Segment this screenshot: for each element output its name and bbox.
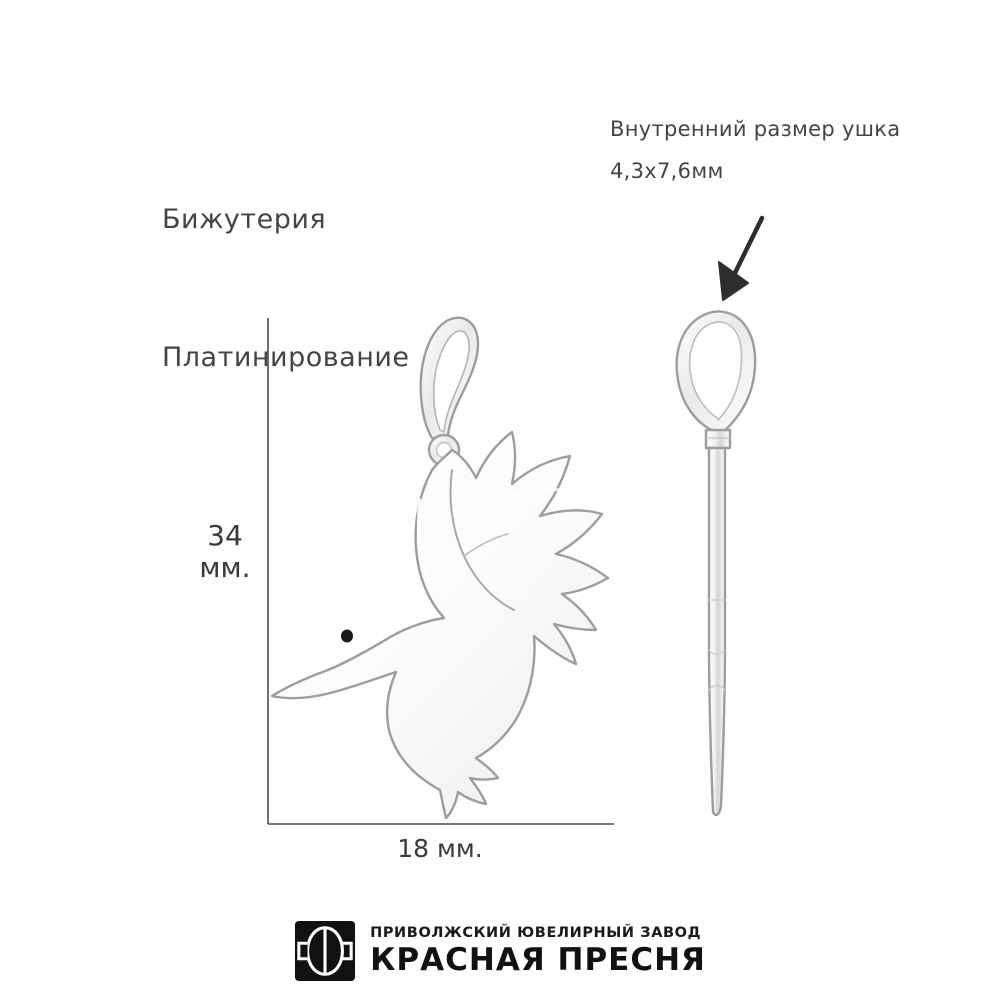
loop-size-line-1: Внутренний размер ушка [610,117,901,141]
brand-name-line: КРАСНАЯ ПРЕСНЯ [370,941,706,978]
material-line-2: Платинирование [162,342,410,373]
side-jump-ring [706,430,730,448]
arrow-head [719,262,748,300]
brand-text-block [370,926,706,976]
arrow-shaft [731,218,762,281]
height-dimension-unit: мм. [199,551,251,584]
height-dimension-value: 34 [207,519,243,552]
loop-pointer-arrow [719,218,762,300]
pjz-logo-icon [294,920,356,982]
hummingbird-pendant-side [677,311,755,814]
hummingbird-pendant-front [272,318,608,818]
width-dimension-label: 18 мм. [397,834,483,863]
material-line-1: Бижутерия [162,204,327,235]
loop-size-line-2: 4,3х7,6мм [610,159,724,183]
brand-footer [0,920,1000,982]
brand-company-line: ПРИВОЛЖСКИЙ ЮВЕЛИРНЫЙ ЗАВОД [370,925,702,942]
bird-eye [341,630,353,643]
